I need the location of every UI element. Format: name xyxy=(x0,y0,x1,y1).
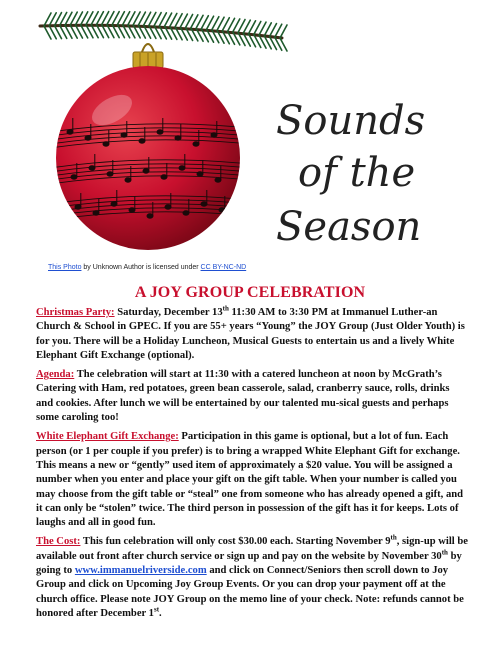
cost-sup-1: th xyxy=(390,533,397,542)
party-label: Christmas Party: xyxy=(36,307,115,318)
cost-text-5: . xyxy=(159,607,162,619)
cost-label: The Cost: xyxy=(36,536,81,548)
hero-ornament-image xyxy=(0,0,500,262)
gift-paragraph xyxy=(36,430,468,530)
cost-paragraph xyxy=(36,535,468,621)
body-text xyxy=(36,306,468,626)
party-paragraph xyxy=(36,306,468,363)
website-link[interactable]: www.immanuelriverside.com xyxy=(74,565,207,577)
agenda-label: Agenda: xyxy=(36,369,75,381)
photo-credit xyxy=(48,264,246,271)
cost-text-2: , sign-up will be available out front after church service or sign up and pay on the website by November 30 xyxy=(36,536,468,562)
license-link[interactable]: CC BY-NC-ND xyxy=(200,264,247,271)
cost-text-3: by going to xyxy=(36,550,462,577)
agenda-text: The celebration will start at 11:30 with a catered luncheon at noon by McGrath’s Catering with Ham, red potatoes, green bean casserole, salad, cranberry sauce, rolls, drinks and cookies. After lunch we will be entertained by our talented mu-sical guests and perhaps some caroling too! xyxy=(36,369,450,424)
party-sup-1: th xyxy=(222,304,229,313)
cost-text-1: This fun celebration will only cost $30.00 each. Starting November 9 xyxy=(80,536,391,548)
ornament-cap xyxy=(133,44,163,68)
page-heading: A JOY GROUP CELEBRATION xyxy=(134,284,366,301)
party-text-1: Saturday, December 13 xyxy=(114,307,223,318)
title-line-1: Sounds xyxy=(276,98,426,144)
ornament-ball xyxy=(56,66,240,250)
title-line-2: of the xyxy=(298,150,416,196)
agenda-paragraph xyxy=(36,368,468,425)
photo-link[interactable]: This Photo xyxy=(48,264,82,271)
cost-text-4: and click on Connect/Seniors then scroll down to Joy Group and click on Upcoming Joy Group Events. Or you can drop your payment off at the church office. Please note JOY Group on the memo line of your check. Note: refunds cannot be honored after December 1 xyxy=(36,565,464,619)
cost-sup-2: th xyxy=(441,548,448,557)
gift-text: Participation in this game is optional, but a lot of fun. Each person (or 1 per couple if you prefer) is to bring a wrapped White Elephant Gift for exchange. This means a new or “gently” used item of approximately a $20 value. You will be assigned a number when you enter and place your gift on the gift table. When your number is called you may choose from the gift table or “steal” one from someone who has already opened a gift, and it can only be “stolen” twice. The third person in possession of the gift has it for keeps. Lots of laughs and all in good fun. xyxy=(36,431,464,529)
gift-label: White Elephant Gift Exchange: xyxy=(36,431,179,443)
title-line-3: Season xyxy=(276,204,422,250)
pine-branch-graphic xyxy=(40,12,287,51)
party-text-2: 11:30 AM to 3:30 PM at Immanuel Luther-an Church & School in GPEC. If you are 55+ years “Young” the JOY Group (Just Older Youth) is for you. There will be a Holiday Luncheon, Musical Guests to entertain us and a lively White Elephant Gift Exchange (optional). xyxy=(36,307,465,361)
cost-sup-3: st xyxy=(153,605,160,614)
credit-text: by Unknown Author is licensed under xyxy=(81,264,201,271)
